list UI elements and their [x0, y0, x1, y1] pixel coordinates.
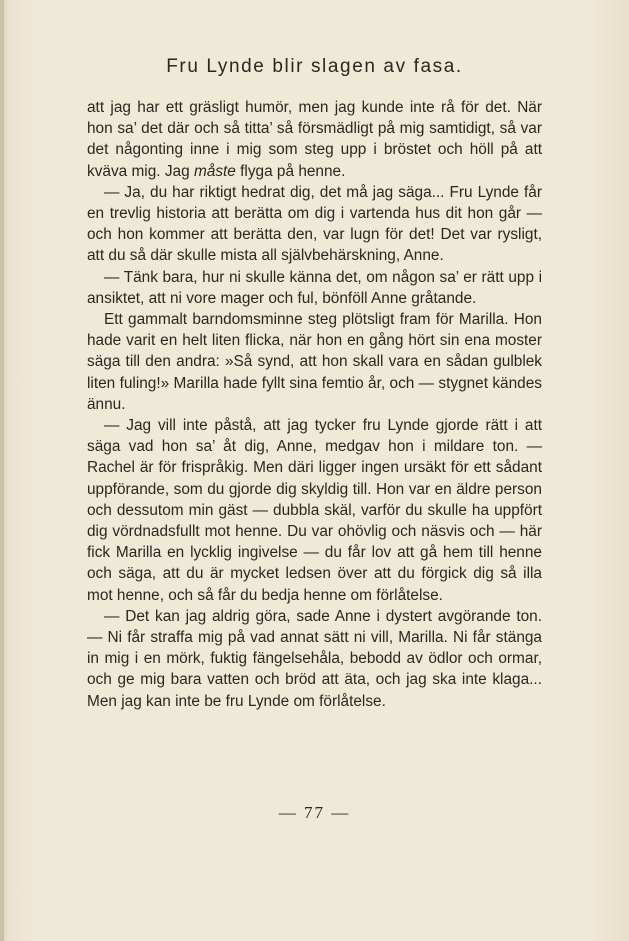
- paragraph: [87, 267, 542, 309]
- body-text: [87, 97, 542, 712]
- paragraph: [87, 97, 542, 182]
- paragraph-text: Ett gammalt barndomsminne steg plötsligt fram för Marilla. Hon hade varit en helt liten flicka, när hon en gång hört sin ena moster säga till den andra: »Så synd, att hon skall vara en sådan gulblek liten fuling!» Marilla hade fyllt sina femtio år, och — stygnet kändes ännu.: [87, 311, 542, 413]
- paragraph-text: — Jag vill inte påstå, att jag tycker fru Lynde gjorde rätt i att säga vad hon sa’ åt dig, Anne, medgav hon i mildare ton. — Rachel är för frispråkig. Men däri ligger ingen ursäkt för ett sådant uppförande, som du gjorde dig skyldig till. Hon var en äldre person och dessutom min gäst — dubbla skäl, varför du skulle ha uppfört dig vördnadsfullt mot henne. Du var ohövlig och näsvis och — här fick Marilla en lycklig ingivelse — du får lov att gå hem till henne och säga, att du är mycket ledsen över att du förgick dig så illa mot henne, och så får du bedja henne om förlåtelse.: [87, 417, 542, 604]
- paragraph: [87, 182, 542, 267]
- emphasized-text: måste: [193, 162, 236, 180]
- paragraph-text: — Tänk bara, hur ni skulle känna det, om någon sa’ er rätt upp i ansiktet, att ni vore mager och ful, bönföll Anne gråtande.: [87, 268, 542, 307]
- page-number: — 77 —: [278, 803, 351, 822]
- paragraph: [87, 606, 542, 712]
- paragraph-text: flyga på henne.: [235, 162, 346, 180]
- paragraph: [87, 309, 542, 415]
- running-header: Fru Lynde blir slagen av fasa.: [166, 56, 463, 77]
- paragraph-text: att jag har ett gräsligt humör, men jag kunde inte rå för det. När hon sa’ det där och så titta’ så försmädligt på mig samtidigt, så var det någonting inne i mig som steg upp i bröstet och höll på att kväva mig. Jag: [87, 99, 542, 180]
- paragraph: [87, 415, 542, 606]
- paragraph-text: — Ja, du har riktigt hedrat dig, det må jag säga... Fru Lynde får en trevlig historia att berätta om dig i vartenda hus dit hon går — och hon kommer att berätta den, var lugn för det! Det var rysligt, att du så där skulle mista all självbehärskning, Anne.: [87, 183, 542, 265]
- paragraph-text: — Det kan jag aldrig göra, sade Anne i dystert avgörande ton. — Ni får straffa mig på vad annat sätt ni vill, Marilla. Ni får stänga in mig i en mörk, fuktig fängelsehåla, bebodd av ödlor och ormar, och ge mig bara vatten och bröd att äta, och jag ska inte klaga... Men jag kan inte be fru Lynde om förlåtelse.: [87, 607, 542, 710]
